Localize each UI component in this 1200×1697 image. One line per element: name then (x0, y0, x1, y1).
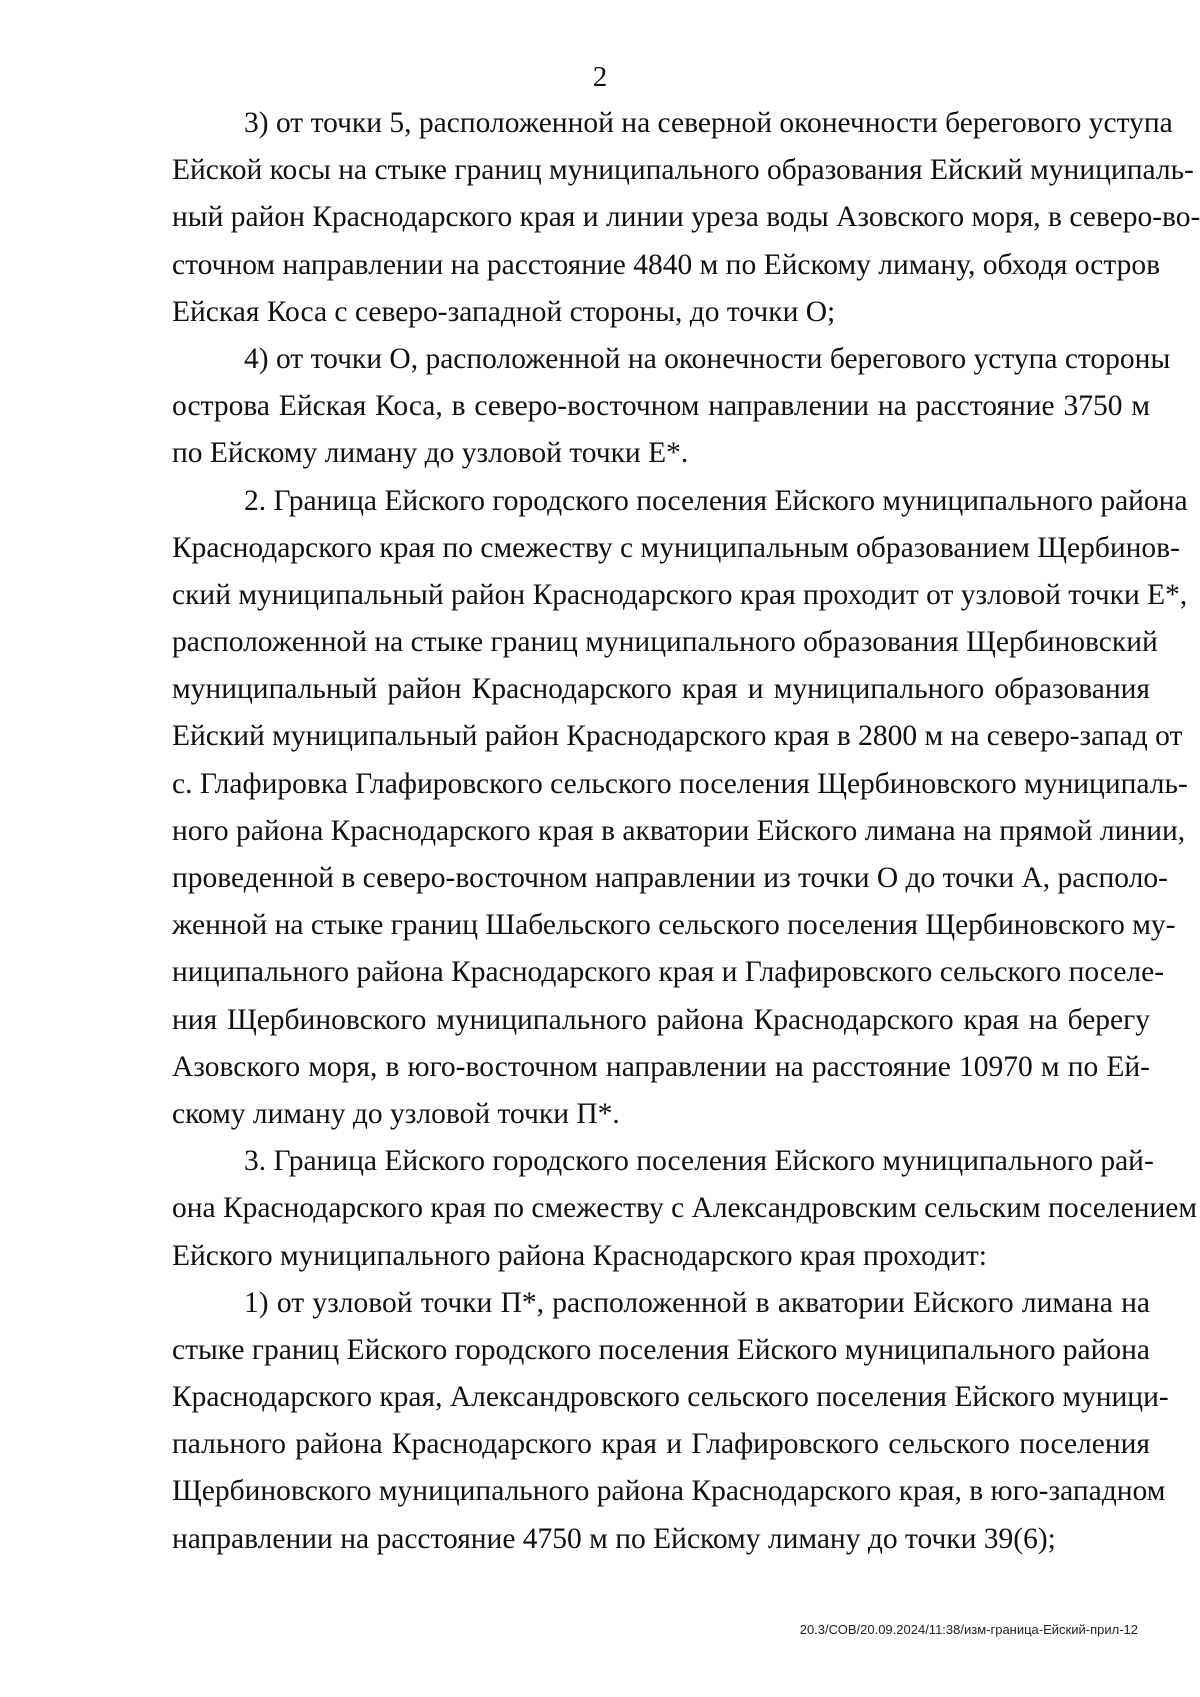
text-line: 1) от узловой точки П*, расположенной в акватории Ейского лимана на (244, 1286, 1150, 1319)
text-line: Краснодарского края, Александровского сельского поселения Ейского муници- (172, 1381, 1169, 1414)
text-line: Ейской косы на стыке границ муниципального образования Ейский муниципаль- (172, 154, 1194, 187)
text-line: стыке границ Ейского городского поселения Ейского муниципального района (172, 1333, 1150, 1366)
text-line: Ейский муниципальный район Краснодарского края в 2800 м на северо-запад от (172, 720, 1183, 753)
text-line: острова Ейская Коса, в северо-восточном направлении на расстояние 3750 м (172, 390, 1150, 423)
text-line: скому лиману до узловой точки П*. (172, 1097, 620, 1130)
document-body (172, 100, 1200, 1563)
text-line: с. Глафировка Глафировского сельского поселения Щербиновского муниципаль- (172, 767, 1188, 800)
text-line: 3) от точки 5, расположенной на северной оконечности берегового уступа (244, 107, 1173, 139)
text-line: Ейского муниципального района Краснодарского края проходит: (172, 1239, 987, 1272)
text-line: направлении на расстояние 4750 м по Ейскому лиману до точки 39(6); (172, 1522, 1056, 1555)
text-line: ния Щербиновского муниципального района Краснодарского края на берегу (172, 1003, 1150, 1036)
text-line: Азовского моря, в юго-восточном направлении на расстояние 10970 м по Ей- (172, 1050, 1150, 1083)
text-line: по Ейскому лиману до узловой точки Е*. (172, 437, 689, 470)
text-line: 2. Граница Ейского городского поселения Ейского муниципального района (244, 484, 1188, 517)
text-line: 4) от точки О, расположенной на оконечности берегового уступа стороны (244, 342, 1171, 375)
text-line: она Краснодарского края по смежеству с Александровским сельским поселением (172, 1192, 1198, 1225)
text-line: Щербиновского муниципального района Краснодарского края, в юго-западном (172, 1475, 1166, 1508)
page-number: 2 (592, 61, 608, 93)
text-line: расположенной на стыке границ муниципального образования Щербиновский (172, 626, 1158, 659)
text-line: муниципальный район Краснодарского края и муниципального образования (172, 673, 1150, 706)
text-line: ного района Краснодарского края в акватории Ейского лимана на прямой линии, (172, 814, 1186, 847)
document-footer-code: 20.3/СОВ/20.09.2024/11:38/изм-граница-Ейский-прил-12 (799, 1622, 1138, 1637)
text-line: Ейская Коса с северо-западной стороны, до точки О; (172, 295, 836, 328)
text-line: проведенной в северо-восточном направлении из точки О до точки А, располо- (172, 862, 1168, 894)
text-line: сточном направлении на расстояние 4840 м по Ейскому лиману, обходя остров (172, 248, 1161, 281)
text-line: ный район Краснодарского края и линии уреза воды Азовского моря, в северо-во- (172, 201, 1200, 234)
text-line: 3. Граница Ейского городского поселения Ейского муниципального рай- (244, 1145, 1154, 1178)
text-line: Краснодарского края по смежеству с муниципальным образованием Щербинов- (172, 531, 1180, 564)
text-line: ниципального района Краснодарского края и Глафировского сельского поселе- (172, 956, 1165, 989)
text-line: ский муниципальный район Краснодарского края проходит от узловой точки Е*, (172, 578, 1188, 611)
text-line: женной на стыке границ Шабельского сельского поселения Щербиновского му- (172, 909, 1176, 942)
text-line: пального района Краснодарского края и Глафировского сельского поселения (172, 1428, 1150, 1461)
